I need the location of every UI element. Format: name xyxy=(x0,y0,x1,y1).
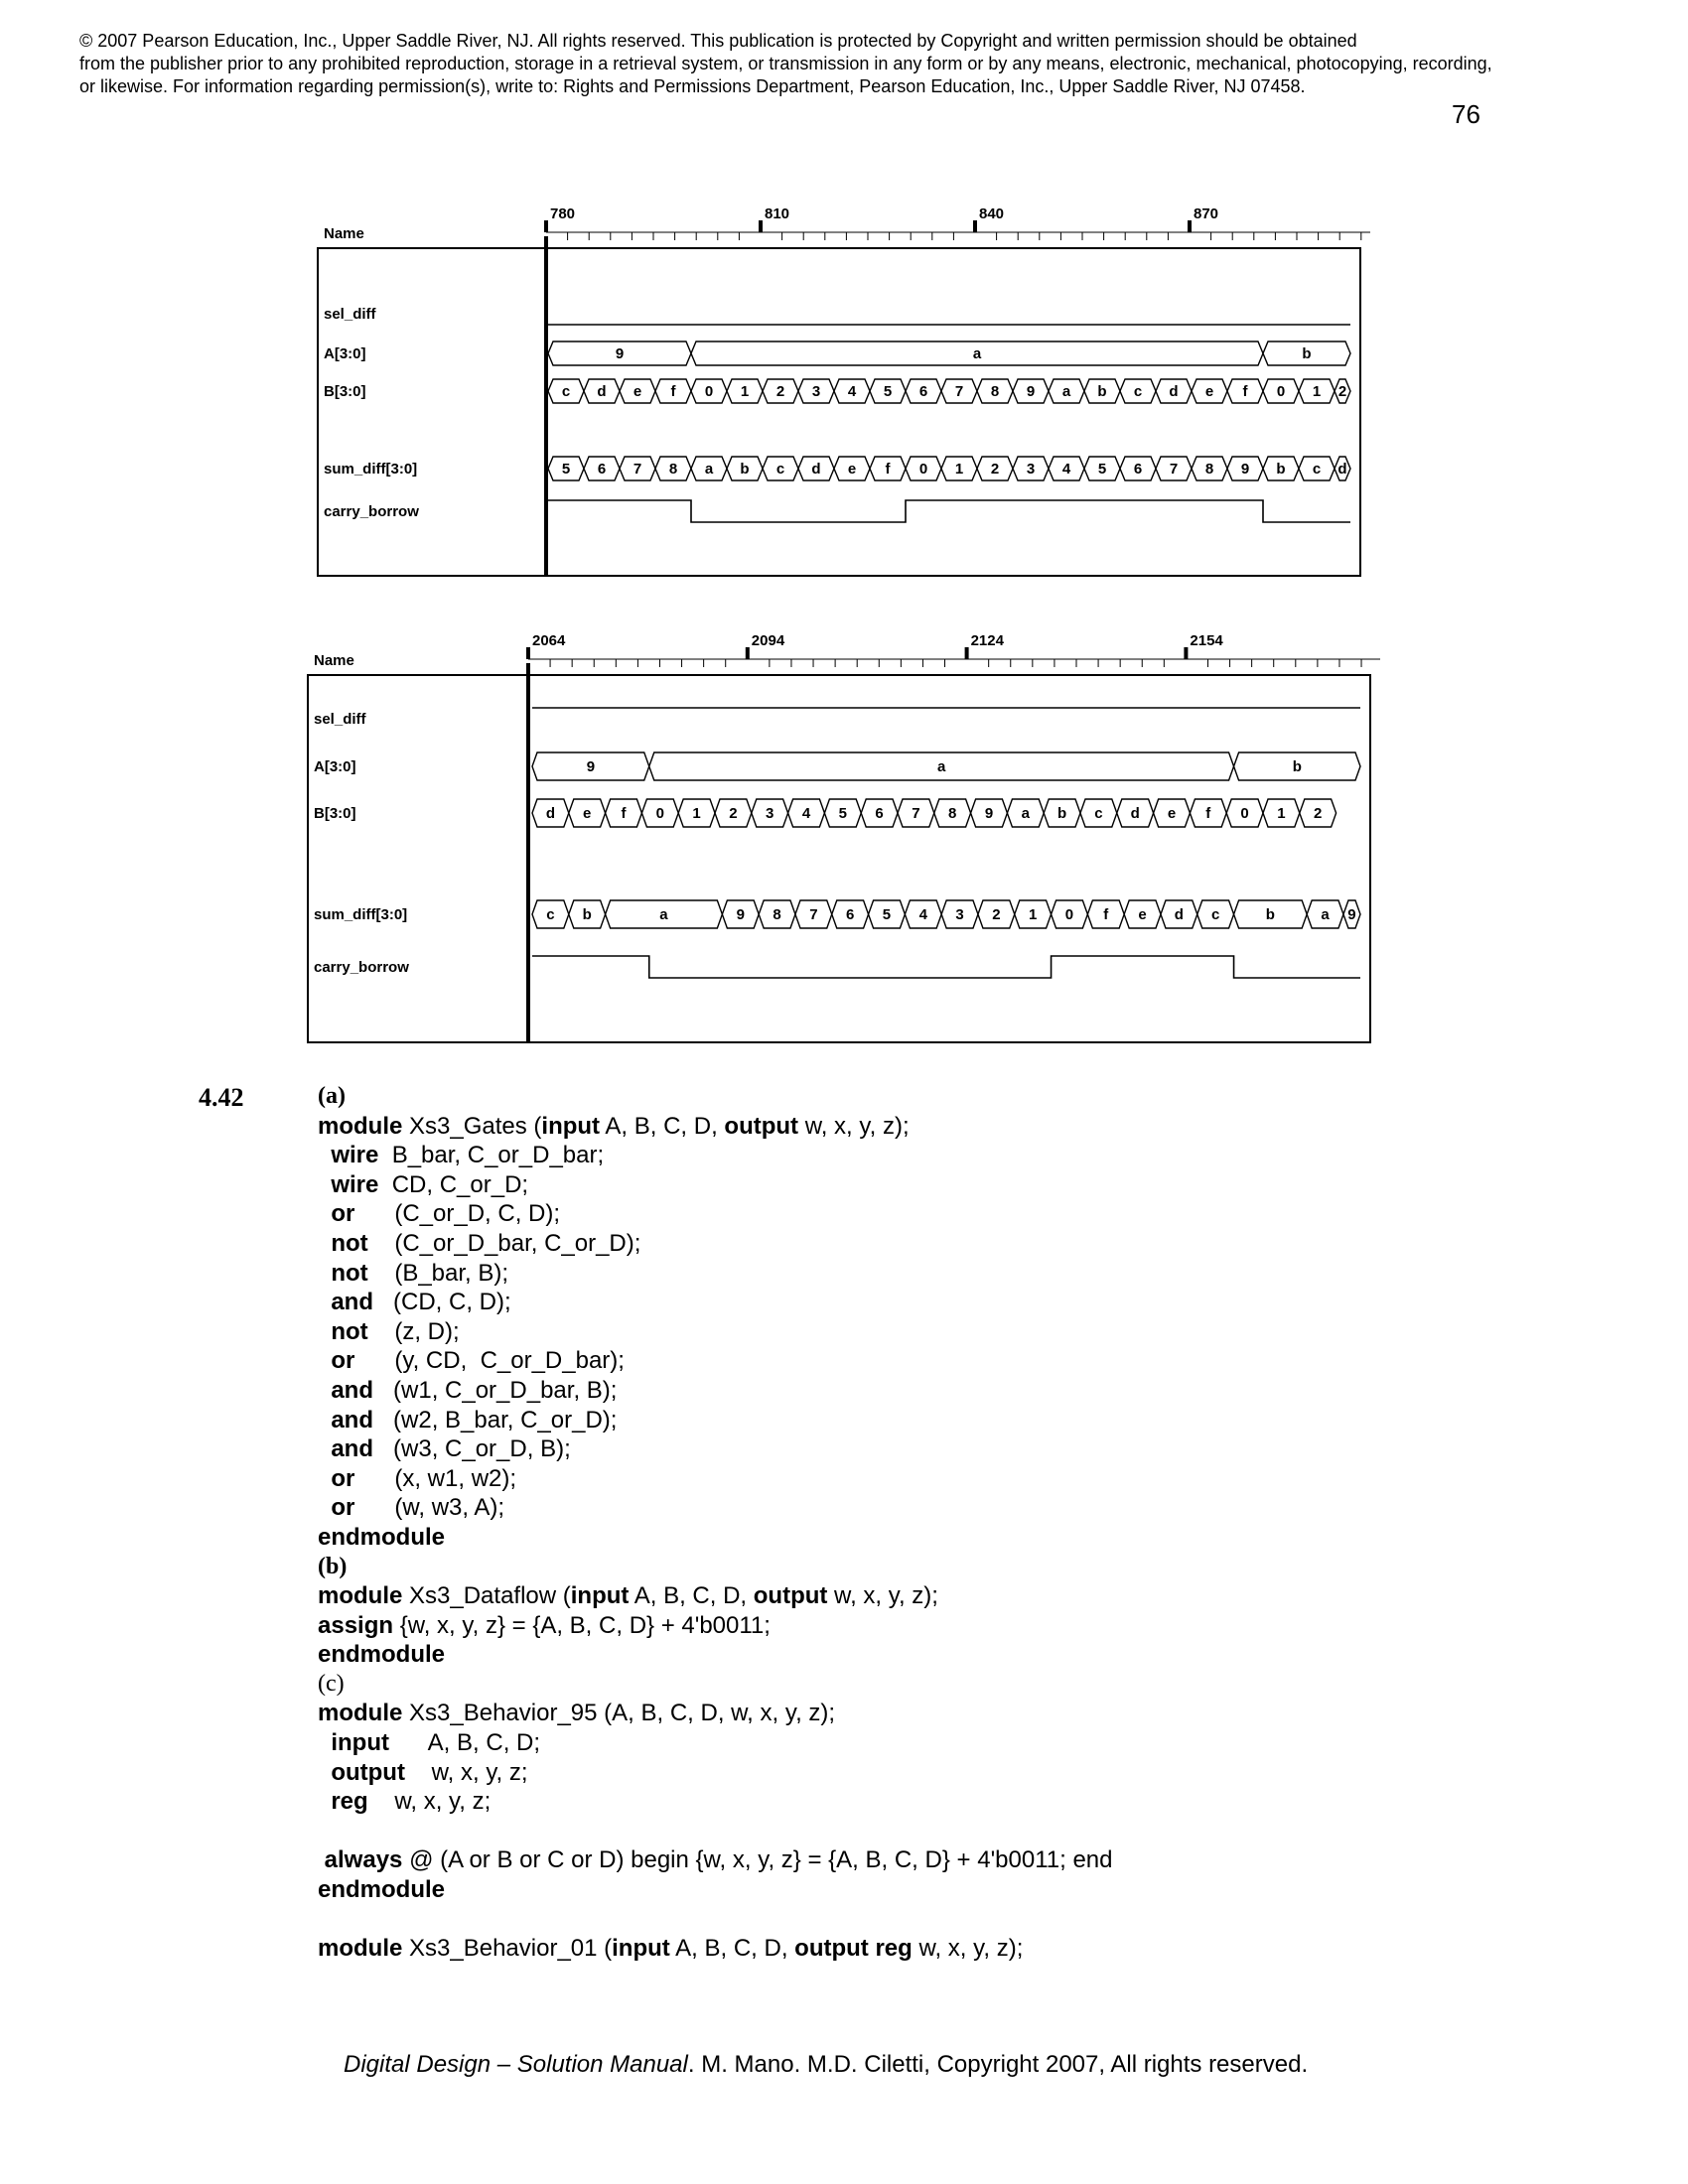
page-number: 76 xyxy=(1452,99,1480,129)
problem-number: 4.42 xyxy=(199,1083,244,1112)
code-text: (z, D); xyxy=(367,1317,460,1345)
code-line xyxy=(318,1523,1509,1553)
code-keyword: or xyxy=(318,1494,355,1522)
bus-value: a xyxy=(1321,906,1330,923)
bus-value: 2 xyxy=(990,461,1000,478)
code-keyword: input xyxy=(612,1935,670,1963)
copyright-notice xyxy=(79,30,1628,98)
bus-value: 7 xyxy=(809,906,818,923)
code-keyword: and xyxy=(318,1289,374,1316)
code-line xyxy=(318,1406,1509,1435)
time-label: 2094 xyxy=(751,632,785,649)
time-label: 2064 xyxy=(532,632,566,649)
code-keyword: module xyxy=(318,1700,403,1727)
bus-value: 2 xyxy=(775,383,785,400)
bus-value: 9 xyxy=(586,758,596,775)
signal-name: B[3:0] xyxy=(314,805,356,822)
code-keyword: output reg xyxy=(794,1935,913,1963)
bus-value: 0 xyxy=(918,461,928,478)
name-column-header: Name xyxy=(314,652,354,669)
bus-value: 4 xyxy=(847,383,857,400)
bus-value: c xyxy=(546,906,555,923)
code-keyword: endmodule xyxy=(318,1523,446,1551)
code-keyword: always xyxy=(318,1846,403,1874)
bus-value: 5 xyxy=(838,805,847,822)
bus-value: e xyxy=(583,805,592,822)
bus-value: b xyxy=(1057,805,1067,822)
bus-value: 4 xyxy=(801,805,811,822)
code-keyword: and xyxy=(318,1376,374,1404)
code-keyword: not xyxy=(318,1229,368,1257)
code-text: w, x, y, z; xyxy=(404,1758,528,1786)
code-keyword: assign xyxy=(318,1611,394,1639)
waveform-svg xyxy=(298,199,1380,586)
code-text: A, B, C, D, xyxy=(669,1935,795,1963)
code-keyword: input xyxy=(541,1112,601,1140)
bus-value: 9 xyxy=(736,906,745,923)
code-keyword: input xyxy=(318,1729,389,1757)
name-column-header: Name xyxy=(324,225,364,242)
waveform-frame xyxy=(318,248,1360,576)
code-line xyxy=(318,1699,1509,1728)
code-line xyxy=(318,1346,1509,1376)
bus-value: 5 xyxy=(883,383,893,400)
code-text: (C_or_D_bar, C_or_D); xyxy=(367,1229,641,1257)
bus-value: f xyxy=(1205,805,1211,822)
bus-value: 1 xyxy=(954,461,964,478)
bit-waveform xyxy=(548,500,1350,522)
code-keyword: and xyxy=(318,1406,374,1433)
code-keyword: endmodule xyxy=(318,1641,446,1669)
bus-value: d xyxy=(1174,906,1184,923)
bus-value: 9 xyxy=(615,345,625,362)
time-label: 810 xyxy=(765,205,790,222)
bus-value: d xyxy=(1169,383,1179,400)
bus-value: 4 xyxy=(918,906,927,923)
bus-value: e xyxy=(1204,383,1214,400)
code-line xyxy=(318,1493,1509,1523)
code-text: A, B, C, D; xyxy=(388,1729,541,1757)
code-line xyxy=(318,1817,1509,1846)
bus-value: 4 xyxy=(1061,461,1071,478)
time-label: 2154 xyxy=(1190,632,1223,649)
code-text: B_bar, C_or_D_bar; xyxy=(378,1142,605,1169)
code-text: CD, C_or_D; xyxy=(378,1170,529,1198)
code-line xyxy=(318,1082,1509,1112)
bus-value: 0 xyxy=(1064,906,1074,923)
copyright-line: or likewise. For information regarding permission(s), write to: Rights and Permissions Department, Pearson Education, Inc., Upper Saddle River, NJ 07458. xyxy=(79,76,1306,96)
code-line xyxy=(318,1434,1509,1464)
copyright-line: from the publisher prior to any prohibited reproduction, storage in a retrieval system, or transmission in any form or by any means, electronic, mechanical, photocopying, recording, xyxy=(79,54,1492,73)
bus-value: f xyxy=(1103,906,1109,923)
code-keyword: and xyxy=(318,1435,374,1463)
bus-value: 1 xyxy=(740,383,750,400)
bus-value: 7 xyxy=(954,383,964,400)
code-text: {w, x, y, z} = {A, B, C, D} + 4'b0011; xyxy=(393,1611,771,1639)
code-keyword: module xyxy=(318,1582,403,1610)
code-line xyxy=(318,1199,1509,1229)
code-text: (c) xyxy=(318,1670,345,1697)
footer-rest: . M. Mano. M.D. Ciletti, Copyright 2007, All rights reserved. xyxy=(687,2051,1309,2078)
waveform-svg xyxy=(298,620,1380,1057)
bus-value: b xyxy=(1276,461,1286,478)
code-text: (w, w3, A); xyxy=(354,1494,505,1522)
bus-value: 1 xyxy=(1028,906,1038,923)
bus-value: 2 xyxy=(729,805,738,822)
waveform-frame xyxy=(308,675,1370,1042)
code-line xyxy=(318,1905,1509,1935)
bus-value: c xyxy=(561,383,571,400)
bus-value: 2 xyxy=(992,906,1001,923)
code-keyword: wire xyxy=(318,1170,379,1198)
bus-value: 1 xyxy=(1312,383,1322,400)
code-text: Xs3_Dataflow ( xyxy=(402,1582,571,1610)
bus-value: 2 xyxy=(1337,383,1347,400)
bus-value: c xyxy=(1210,906,1220,923)
bus-value: 0 xyxy=(1240,805,1249,822)
bus-value: 0 xyxy=(655,805,664,822)
bus-value: 1 xyxy=(692,805,701,822)
bus-value: b xyxy=(740,461,750,478)
signal-name: carry_borrow xyxy=(324,503,419,520)
bus-value: 5 xyxy=(882,906,892,923)
code-line xyxy=(318,1317,1509,1347)
code-line xyxy=(318,1875,1509,1905)
bus-value: 3 xyxy=(955,906,964,923)
code-line xyxy=(318,1758,1509,1788)
code-line xyxy=(318,1670,1509,1700)
code-line xyxy=(318,1787,1509,1817)
signal-name: carry_borrow xyxy=(314,959,409,976)
bus-value: 6 xyxy=(1133,461,1143,478)
signal-name: sum_diff[3:0] xyxy=(324,461,418,478)
bus-value: 3 xyxy=(766,805,774,822)
code-text: w, x, y, z); xyxy=(912,1935,1024,1963)
code-text: (x, w1, w2); xyxy=(354,1464,517,1492)
code-line xyxy=(318,1611,1509,1641)
bus-value: 8 xyxy=(773,906,781,923)
bus-value: 8 xyxy=(1204,461,1214,478)
bus-value: b xyxy=(582,906,592,923)
code-line xyxy=(318,1581,1509,1611)
bus-value: b xyxy=(1265,906,1275,923)
bus-value: e xyxy=(847,461,857,478)
code-line xyxy=(318,1553,1509,1582)
bus-value: 9 xyxy=(1347,906,1356,923)
bus-value: e xyxy=(1167,805,1177,822)
code-text: (y, CD, C_or_D_bar); xyxy=(354,1347,625,1375)
code-text: w, x, y, z); xyxy=(798,1112,910,1140)
bus-value: d xyxy=(597,383,607,400)
bus-value: 2 xyxy=(1314,805,1323,822)
bus-value: 5 xyxy=(561,461,571,478)
code-line xyxy=(318,1845,1509,1875)
bus-value: c xyxy=(1133,383,1143,400)
code-keyword: (b) xyxy=(318,1553,348,1579)
code-keyword: wire xyxy=(318,1142,379,1169)
bus-value: f xyxy=(885,461,891,478)
code-line xyxy=(318,1640,1509,1670)
code-text: w, x, y, z; xyxy=(367,1788,492,1816)
bus-value: e xyxy=(1138,906,1147,923)
bus-value: 3 xyxy=(1026,461,1036,478)
bus-value: 6 xyxy=(875,805,884,822)
waveform-diagram-2 xyxy=(298,620,1380,1057)
bus-value: e xyxy=(633,383,642,400)
bus-value: c xyxy=(1312,461,1322,478)
waveform-diagram-1 xyxy=(298,199,1380,586)
signal-name: sum_diff[3:0] xyxy=(314,906,408,923)
bus-value: 9 xyxy=(984,805,994,822)
code-keyword: endmodule xyxy=(318,1876,446,1904)
time-label: 840 xyxy=(979,205,1005,222)
footer xyxy=(344,2051,1308,2079)
bus-value: d xyxy=(545,805,555,822)
signal-name: A[3:0] xyxy=(324,345,366,362)
signal-name: sel_diff xyxy=(324,306,376,323)
code-keyword: or xyxy=(318,1200,355,1228)
bus-value: d xyxy=(1130,805,1140,822)
bus-value: 7 xyxy=(633,461,642,478)
code-text: Xs3_Behavior_01 ( xyxy=(402,1935,613,1963)
bus-value: 6 xyxy=(918,383,928,400)
code-text: (CD, C, D); xyxy=(373,1289,511,1316)
bus-value: 8 xyxy=(990,383,1000,400)
code-text: (w1, C_or_D_bar, B); xyxy=(373,1376,618,1404)
bus-value: a xyxy=(704,461,714,478)
code-line xyxy=(318,1376,1509,1406)
code-keyword: output xyxy=(318,1758,405,1786)
bus-value: 0 xyxy=(1276,383,1286,400)
bus-value: b xyxy=(1097,383,1107,400)
bus-value: 0 xyxy=(704,383,714,400)
time-label: 780 xyxy=(550,205,576,222)
code-line xyxy=(318,1170,1509,1200)
bus-value: b xyxy=(1292,758,1302,775)
signal-name: B[3:0] xyxy=(324,383,366,400)
code-keyword: or xyxy=(318,1347,355,1375)
code-text: (B_bar, B); xyxy=(367,1259,509,1287)
code-line xyxy=(318,1141,1509,1170)
time-label: 2124 xyxy=(970,632,1004,649)
code-line xyxy=(318,1728,1509,1758)
bus-value: a xyxy=(972,345,982,362)
bus-value: a xyxy=(1021,805,1030,822)
code-keyword: not xyxy=(318,1317,368,1345)
bus-value: 9 xyxy=(1026,383,1036,400)
code-text: A, B, C, D, xyxy=(600,1112,725,1140)
bus-value: f xyxy=(621,805,627,822)
bus-value: c xyxy=(1094,805,1103,822)
code-keyword: (a) xyxy=(318,1083,346,1109)
code-line xyxy=(318,1229,1509,1259)
bus-value: 7 xyxy=(912,805,920,822)
bus-value: 6 xyxy=(597,461,607,478)
bus-value: f xyxy=(670,383,676,400)
time-label: 870 xyxy=(1194,205,1219,222)
code-keyword: module xyxy=(318,1935,403,1963)
copyright-line: © 2007 Pearson Education, Inc., Upper Saddle River, NJ. All rights reserved. This publication is protected by Copyright and written permission should be obtained xyxy=(79,31,1357,51)
code-line xyxy=(318,1288,1509,1317)
bus-value: 8 xyxy=(948,805,957,822)
code-keyword: not xyxy=(318,1259,368,1287)
bus-value: a xyxy=(1061,383,1071,400)
bus-value: 5 xyxy=(1097,461,1107,478)
bus-value: a xyxy=(936,758,946,775)
code-keyword: output xyxy=(724,1112,799,1140)
code-keyword: module xyxy=(318,1112,403,1140)
verilog-code xyxy=(318,1082,1509,1964)
bit-waveform xyxy=(532,956,1360,978)
bus-value: 1 xyxy=(1277,805,1286,822)
code-text: (w2, B_bar, C_or_D); xyxy=(373,1406,618,1433)
footer-title: Digital Design – Solution Manual xyxy=(344,2051,688,2078)
code-keyword: reg xyxy=(318,1788,368,1816)
code-text: Xs3_Behavior_95 (A, B, C, D, w, x, y, z); xyxy=(402,1700,836,1727)
code-line xyxy=(318,1464,1509,1494)
code-line xyxy=(318,1112,1509,1142)
bus-value: b xyxy=(1302,345,1312,362)
code-text: A, B, C, D, xyxy=(629,1582,754,1610)
bus-value: 6 xyxy=(845,906,855,923)
bus-value: d xyxy=(811,461,821,478)
bus-value: 9 xyxy=(1240,461,1250,478)
code-line xyxy=(318,1934,1509,1964)
bus-value: a xyxy=(659,906,668,923)
signal-name: A[3:0] xyxy=(314,758,356,775)
code-keyword: or xyxy=(318,1464,355,1492)
code-keyword: input xyxy=(570,1582,630,1610)
bus-value: f xyxy=(1242,383,1248,400)
code-text: @ (A or B or C or D) begin {w, x, y, z} = {A, B, C, D} + 4'b0011; end xyxy=(402,1846,1113,1874)
bus-value: 7 xyxy=(1169,461,1179,478)
signal-name: sel_diff xyxy=(314,711,366,728)
code-text: Xs3_Gates ( xyxy=(402,1112,542,1140)
code-text: (C_or_D, C, D); xyxy=(354,1200,561,1228)
bus-value: 8 xyxy=(668,461,678,478)
code-text: w, x, y, z); xyxy=(827,1582,938,1610)
code-line xyxy=(318,1259,1509,1289)
code-keyword: output xyxy=(753,1582,828,1610)
code-text: (w3, C_or_D, B); xyxy=(373,1435,571,1463)
bus-value: d xyxy=(1337,461,1347,478)
bus-value: c xyxy=(775,461,785,478)
bus-value: 3 xyxy=(811,383,821,400)
